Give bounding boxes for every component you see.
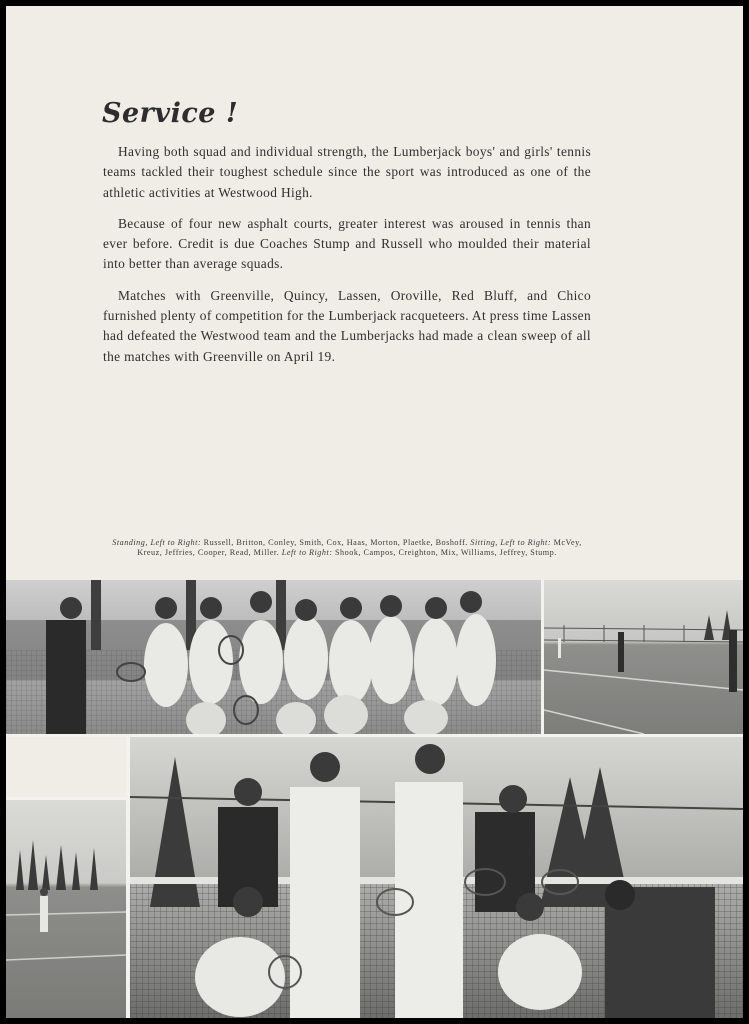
caption-label-sitting: Sitting, Left to Right:	[470, 538, 552, 547]
boys-team-photo	[130, 737, 743, 1018]
girls-team-photo	[6, 580, 541, 734]
caption-label-standing: Standing, Left to Right:	[112, 538, 202, 547]
caption-names-left-right: Shook, Campos, Creighton, Mix, Williams, Jeffrey, Stump.	[335, 548, 557, 557]
page-heading: Service !	[102, 98, 239, 129]
caption-names-sitting: McVey, Kreuz, Jeffries, Cooper, Read, Miller.	[137, 538, 582, 557]
paragraph-3: Matches with Greenville, Quincy, Lassen, Oroville, Red Bluff, and Chico furnished plenty of competition for the Lumberjack racqueteers. At press time Lassen had defeated the Westwood team and the Lumberjacks had made a clean sweep of all the matches with Greenville on April 19.	[103, 287, 591, 364]
tennis-courts-photo	[544, 580, 743, 734]
caption-names-standing: Russell, Britton, Conley, Smith, Cox, Haas, Morton, Plaetke, Boshoff.	[203, 538, 468, 547]
yearbook-page	[6, 6, 743, 1018]
photo-divider	[126, 737, 130, 1018]
court-play-photo	[6, 800, 126, 1018]
article-body	[103, 142, 591, 378]
photo-caption	[103, 538, 591, 558]
paragraph-2: Because of four new asphalt courts, greater interest was aroused in tennis than ever before. Credit is due Coaches Stump and Russell who moulded their material into better than average squads.	[103, 215, 591, 272]
paragraph-1: Having both squad and individual strength, the Lumberjack boys' and girls' tennis teams tackled their toughest schedule since the sport was introduced as one of the athletic activities at Westwood High.	[103, 144, 591, 200]
photo-divider	[6, 797, 130, 800]
caption-label-left-right: Left to Right:	[281, 548, 333, 557]
